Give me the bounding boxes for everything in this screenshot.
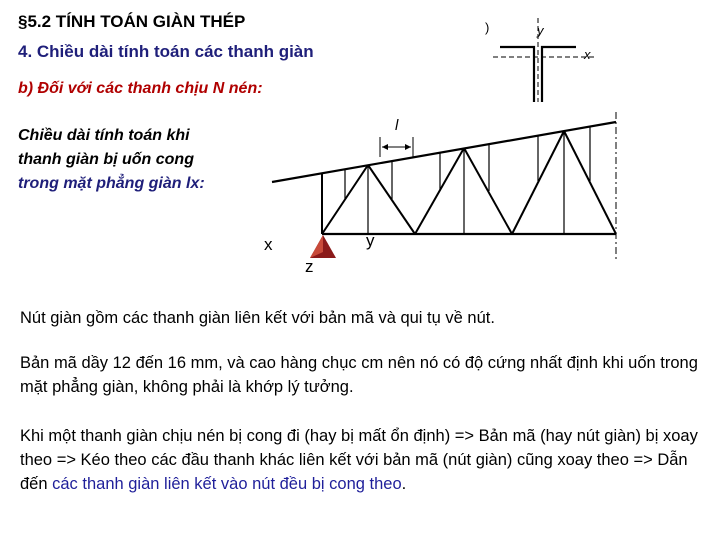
paragraph-buckling-end: . [401,475,407,493]
support-axis-z: z [305,257,314,276]
lead-text [18,124,268,196]
truss-figure [250,100,630,280]
paragraph-buckling-highlight: các thanh giàn liên kết vào nút đều bị cong theo [52,475,402,493]
support-axis-x: x [264,235,273,254]
section-figure [485,12,605,107]
section-title: §5.2 TÍNH TOÁN GIÀN THÉP [18,12,246,31]
paragraph-gusset-stiffness: Bản mã dầy 12 đến 16 mm, và cao hàng chục cm nên nó có độ cứng nhất định khi uốn trong mặt phẳng giàn, không phải là khớp lý tưởng. [20,354,698,396]
support-axis-y: y [366,231,375,250]
section-x-label: x [584,47,591,62]
lead-line-1: Chiều dài tính toán khi [18,127,190,144]
paragraph-buckling [20,424,700,496]
paragraph-gusset-node: Nút giàn gồm các thanh giàn liên kết với bản mã và qui tụ về nút. [20,309,495,327]
section-y-label: y [537,23,544,38]
truss-verticals [345,126,590,234]
truss-diagonals [322,131,616,234]
paragraph-buckling-main: Khi một thanh giàn chịu nén bị cong đi (hay bị mất ổn định) => Bản mã (hay nút giàn) bị xoay theo => Kéo theo các đầu thanh khác liên kết với bản mã (nút giàn) cũng xoay theo => Dẫn đến [20,427,698,493]
right-angle-profile [542,47,576,102]
case-title: b) Đối với các thanh chịu N nén: [18,80,263,97]
section-partial-glyph: ) [485,20,490,35]
length-symbol: l [395,117,399,134]
subsection-title: 4. Chiều dài tính toán các thanh giàn [18,42,314,61]
lead-line-3: trong mặt phẳng giàn lx: [18,175,205,192]
lead-line-2: thanh giàn bị uốn cong [18,151,194,168]
left-angle-profile [500,47,534,102]
